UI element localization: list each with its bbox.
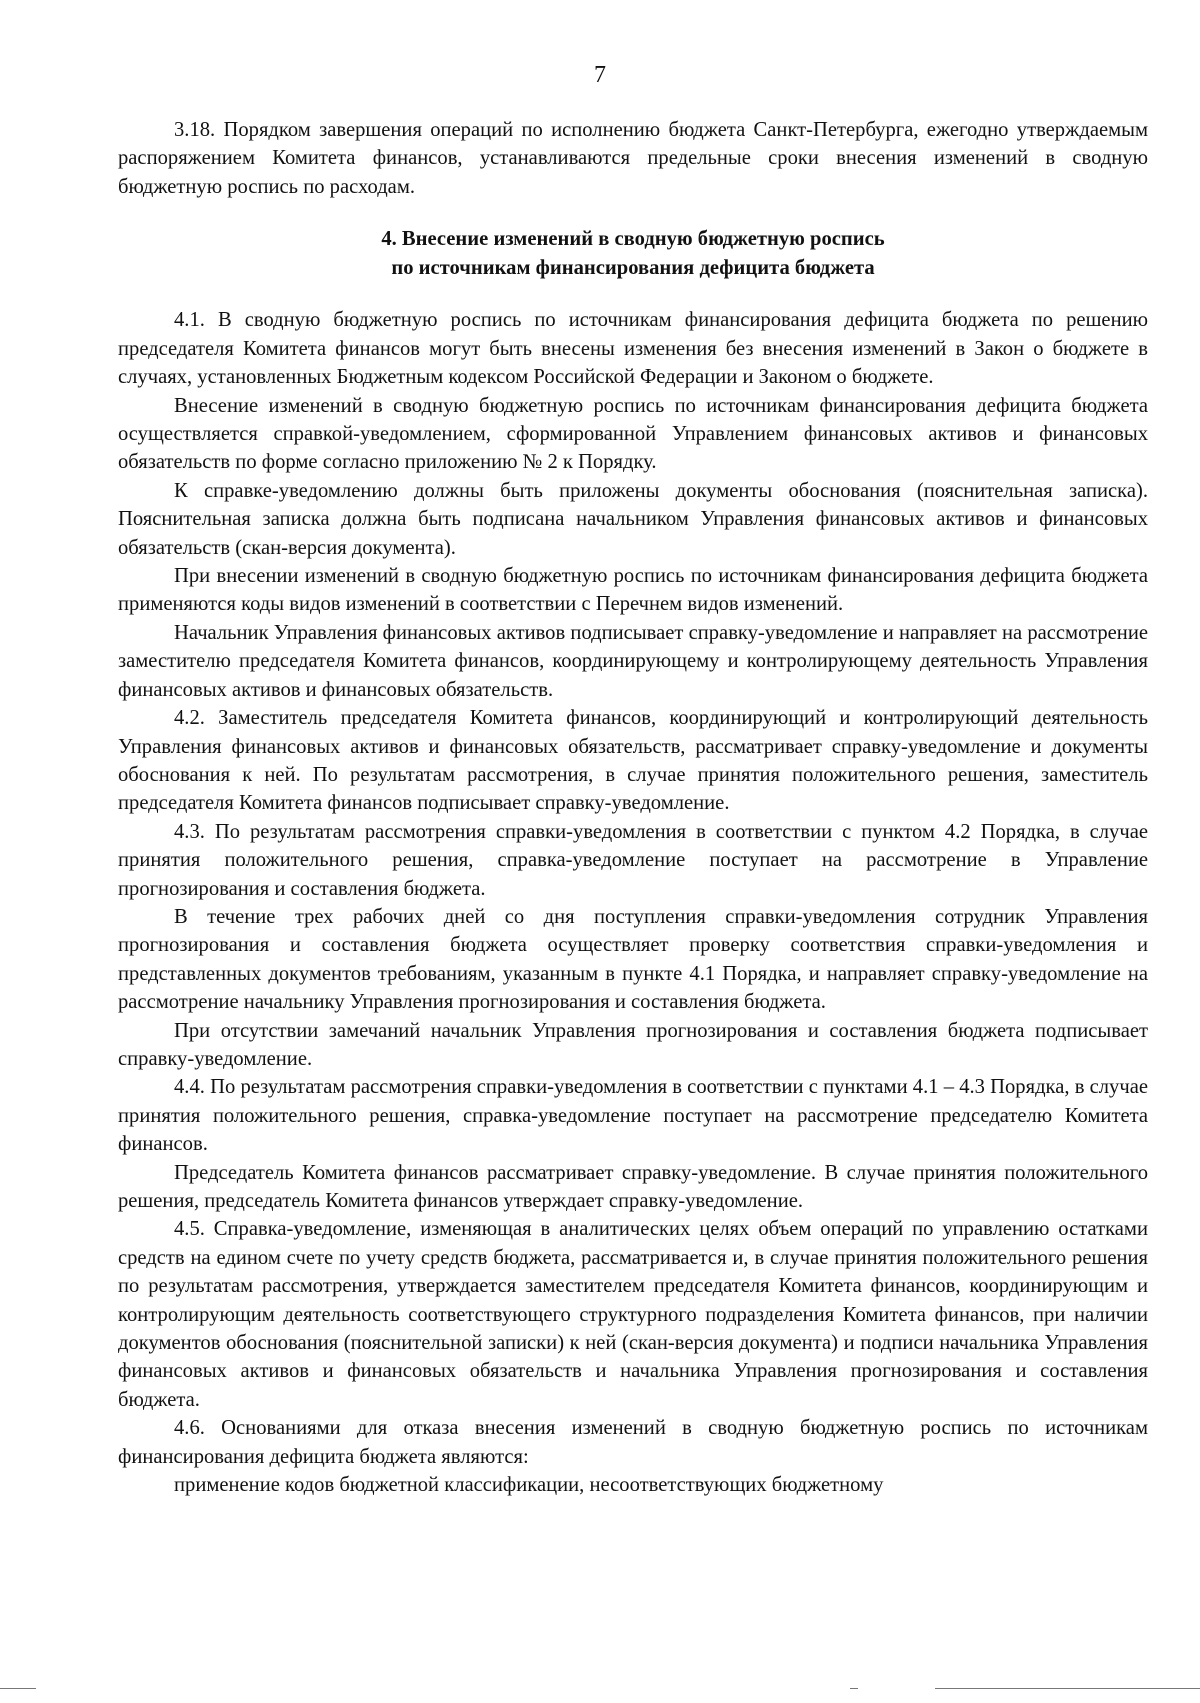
heading-line-2: по источникам финансирования дефицита бюджета xyxy=(391,256,875,279)
section-4-heading xyxy=(118,225,1148,282)
paragraph: К справке-уведомлению должны быть приложены документы обоснования (пояснительная записка). Пояснительная записка должна быть подписана начальником Управления финансовых активов и финансовых обязательств (скан-версия документа). xyxy=(118,479,1148,559)
paragraph-4-6: 4.6. Основаниями для отказа внесения изменений в сводную бюджетную роспись по источникам финансирования дефицита бюджета являются: xyxy=(118,1417,1148,1468)
paragraph-4-5: 4.5. Справка-уведомление, изменяющая в аналитических целях объем операций по управлению остатками средств на едином счете по учету средств бюджета, рассматривается и, в случае принятия положительного решения по результатам рассмотрения, утверждается заместителем председателя Комитета финансов, координирующим и контролирующим деятельность соответствующего структурного подразделения Комитета финансов, при наличии документов обоснования (пояснительной записки) к ней (скан-версия документа) и подписи начальника Управления финансовых активов и финансовых обязательств и начальника Управления прогнозирования и составления бюджета. xyxy=(118,1218,1148,1411)
paragraph-4-4: 4.4. По результатам рассмотрения справки-уведомления в соответствии с пунктами 4.1 – 4.3 Порядка, в случае принятия положительного решения, справка-уведомление поступает на рассмотрение председателю Комитета финансов. xyxy=(118,1076,1148,1156)
paragraph: При отсутствии замечаний начальник Управления прогнозирования и составления бюджета подписывает справку-уведомление. xyxy=(118,1019,1148,1070)
paragraph: Председатель Комитета финансов рассматривает справку-уведомление. В случае принятия положительного решения, председатель Комитета финансов утверждает справку-уведомление. xyxy=(118,1161,1148,1212)
scan-edge-line xyxy=(935,1688,1200,1689)
paragraph-4-1: 4.1. В сводную бюджетную роспись по источникам финансирования дефицита бюджета по решению председателя Комитета финансов могут быть внесены изменения без внесения изменений в Закон о бюджете в случаях, установленных Бюджетным кодексом Российской Федерации и Законом о бюджете. xyxy=(118,309,1148,389)
heading-line-1: 4. Внесение изменений в сводную бюджетную роспись xyxy=(381,228,885,251)
paragraph: Начальник Управления финансовых активов подписывает справку-уведомление и направляет на рассмотрение заместителю председателя Комитета финансов, координирующему и контролирующему деятельность Управления финансовых активов и финансовых обязательств. xyxy=(118,621,1148,701)
paragraph: В течение трех рабочих дней со дня поступления справки-уведомления сотрудник Управления прогнозирования и составления бюджета осуществляет проверку соответствия справки-уведомления и представленных документов требованиям, указанным в пункте 4.1 Порядка, и направляет справку-уведомление на рассмотрение начальнику Управления прогнозирования и составления бюджета. xyxy=(118,905,1148,1014)
paragraph-4-3: 4.3. По результатам рассмотрения справки-уведомления в соответствии с пунктом 4.2 Порядка, в случае принятия положительного решения, справка-уведомление поступает на рассмотрение в Управление прогнозирования и составления бюджета. xyxy=(118,820,1148,900)
page-number: 7 xyxy=(594,62,606,88)
scan-edge-line xyxy=(0,1688,36,1689)
document-body xyxy=(118,116,1148,1499)
paragraph: Внесение изменений в сводную бюджетную роспись по источникам финансирования дефицита бюджета осуществляется справкой-уведомлением, сформированной Управлением финансовых активов и финансовых обязательств по форме согласно приложению № 2 к Порядку. xyxy=(118,394,1148,474)
paragraph-3-18: 3.18. Порядком завершения операций по исполнению бюджета Санкт-Петербурга, ежегодно утверждаемым распоряжением Комитета финансов, устанавливаются предельные сроки внесения изменений в сводную бюджетную роспись по расходам. xyxy=(118,119,1148,198)
paragraph-4-2: 4.2. Заместитель председателя Комитета финансов, координирующий и контролирующий деятельность Управления финансовых активов и финансовых обязательств, рассматривает справку-уведомление и документы обоснования к ней. По результатам рассмотрения, в случае принятия положительного решения, заместитель председателя Комитета финансов подписывает справку-уведомление. xyxy=(118,707,1148,815)
paragraph-continued: применение кодов бюджетной классификации, несоответствующих бюджетному xyxy=(174,1474,884,1497)
paragraph: При внесении изменений в сводную бюджетную роспись по источникам финансирования дефицита бюджета применяются коды видов изменений в соответствии с Перечнем видов изменений. xyxy=(118,565,1148,616)
scan-edge-line xyxy=(850,1688,858,1689)
